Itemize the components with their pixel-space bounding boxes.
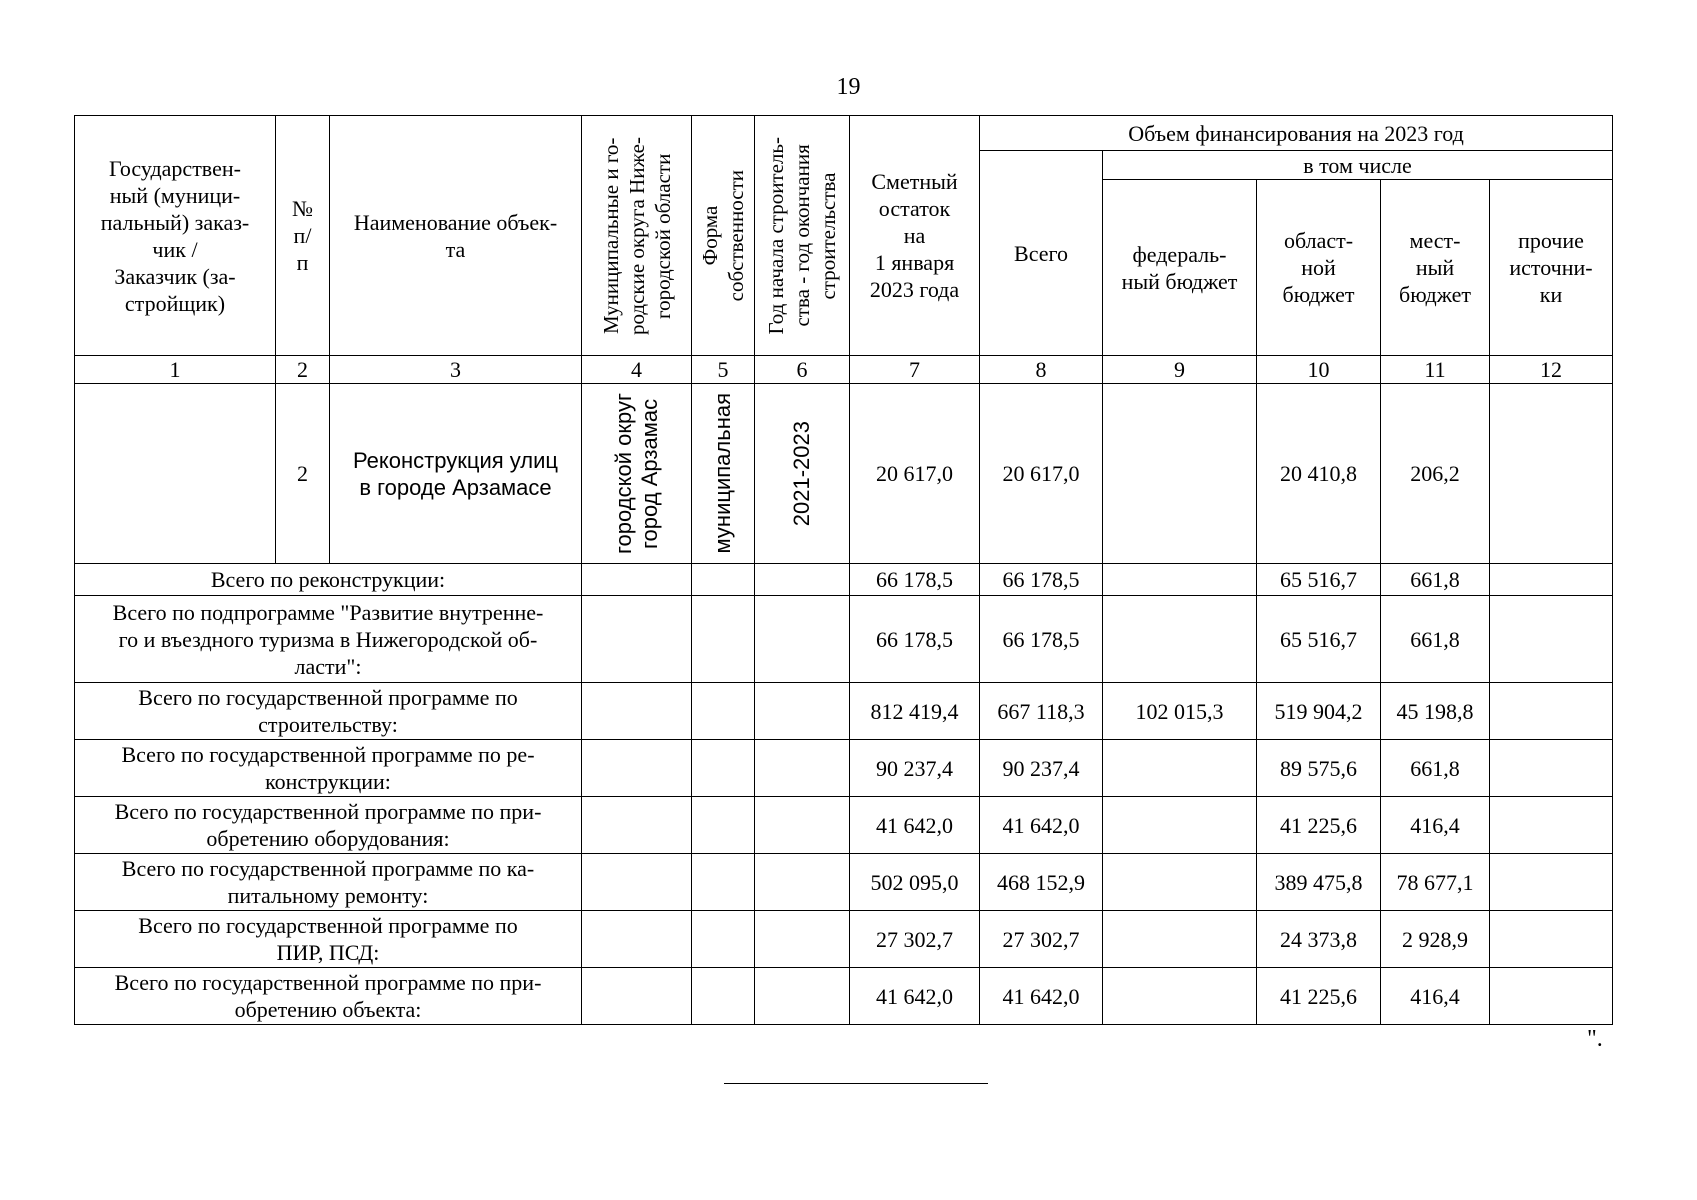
object-estimate: 20 617,0 bbox=[850, 384, 980, 564]
header-municipality bbox=[582, 116, 692, 356]
total-row bbox=[75, 854, 1613, 911]
empty-cell bbox=[692, 968, 755, 1025]
column-numbers-row bbox=[75, 356, 1613, 384]
total-row bbox=[75, 740, 1613, 797]
column-number: 7 bbox=[850, 356, 980, 384]
total-row-local: 416,4 bbox=[1381, 968, 1490, 1025]
header-federal: федераль- ный бюджет bbox=[1103, 180, 1257, 356]
empty-cell bbox=[582, 797, 692, 854]
empty-cell bbox=[582, 911, 692, 968]
header-object-name: Наименование объек- та bbox=[330, 116, 582, 356]
header-total: Всего bbox=[980, 151, 1103, 356]
empty-cell bbox=[755, 564, 850, 596]
column-number: 3 bbox=[330, 356, 582, 384]
column-number: 1 bbox=[75, 356, 276, 384]
total-row-other bbox=[1490, 854, 1613, 911]
header-number: № п/ п bbox=[276, 116, 330, 356]
total-row-federal bbox=[1103, 911, 1257, 968]
column-number: 10 bbox=[1257, 356, 1381, 384]
total-row-label: Всего по государственной программе по при- обретению оборудования: bbox=[75, 797, 582, 854]
header-municipality-text: Муниципальные и го- родские округа Ниже- городской области bbox=[598, 136, 675, 335]
total-row-estimate: 41 642,0 bbox=[850, 968, 980, 1025]
empty-cell bbox=[692, 911, 755, 968]
empty-cell bbox=[692, 596, 755, 683]
header-estimate: Сметный остаток на 1 января 2023 года bbox=[850, 116, 980, 356]
object-years-text: 2021-2023 bbox=[789, 420, 814, 527]
total-row-label: Всего по государственной программе по при- обретению объекта: bbox=[75, 968, 582, 1025]
object-row bbox=[75, 384, 1613, 564]
empty-cell bbox=[755, 854, 850, 911]
header-customer: Государствен- ный (муници- пальный) заказ- чик / Заказчик (за- стройщик) bbox=[75, 116, 276, 356]
total-row-federal bbox=[1103, 596, 1257, 683]
total-row bbox=[75, 968, 1613, 1025]
total-row-total: 41 642,0 bbox=[980, 968, 1103, 1025]
total-row-local: 661,8 bbox=[1381, 564, 1490, 596]
header-other: прочие источни- ки bbox=[1490, 180, 1613, 356]
total-row-other bbox=[1490, 564, 1613, 596]
object-name: Реконструкция улиц в городе Арзамасе bbox=[330, 384, 582, 564]
header-funding: Объем финансирования на 2023 год bbox=[980, 116, 1613, 151]
column-number: 6 bbox=[755, 356, 850, 384]
empty-cell bbox=[755, 968, 850, 1025]
empty-cell bbox=[692, 797, 755, 854]
total-row-local: 416,4 bbox=[1381, 797, 1490, 854]
total-row-total: 41 642,0 bbox=[980, 797, 1103, 854]
total-row-regional: 519 904,2 bbox=[1257, 683, 1381, 740]
header-years bbox=[755, 116, 850, 356]
object-total: 20 617,0 bbox=[980, 384, 1103, 564]
object-municipality-text: городской округ город Арзамас bbox=[610, 393, 662, 554]
empty-cell bbox=[755, 740, 850, 797]
total-row-federal bbox=[1103, 968, 1257, 1025]
total-row-total: 468 152,9 bbox=[980, 854, 1103, 911]
table-header bbox=[75, 116, 1613, 384]
header-including: в том числе bbox=[1103, 151, 1613, 180]
object-ownership bbox=[692, 384, 755, 564]
total-row-regional: 41 225,6 bbox=[1257, 968, 1381, 1025]
column-number: 5 bbox=[692, 356, 755, 384]
empty-cell bbox=[755, 683, 850, 740]
empty-cell bbox=[692, 683, 755, 740]
total-row-other bbox=[1490, 968, 1613, 1025]
object-federal bbox=[1103, 384, 1257, 564]
total-row-local: 2 928,9 bbox=[1381, 911, 1490, 968]
total-row bbox=[75, 797, 1613, 854]
total-row-label: Всего по государственной программе по ка- питальному ремонту: bbox=[75, 854, 582, 911]
total-row bbox=[75, 596, 1613, 683]
total-row-regional: 24 373,8 bbox=[1257, 911, 1381, 968]
total-row-federal: 102 015,3 bbox=[1103, 683, 1257, 740]
total-row-federal bbox=[1103, 564, 1257, 596]
empty-cell bbox=[582, 596, 692, 683]
object-ownership-text: муниципальная bbox=[710, 393, 735, 554]
empty-cell bbox=[582, 968, 692, 1025]
total-row-local: 661,8 bbox=[1381, 740, 1490, 797]
column-number: 9 bbox=[1103, 356, 1257, 384]
total-row-other bbox=[1490, 596, 1613, 683]
total-row-federal bbox=[1103, 740, 1257, 797]
total-row-other bbox=[1490, 797, 1613, 854]
table-body bbox=[75, 384, 1613, 1025]
column-number: 11 bbox=[1381, 356, 1490, 384]
total-row-estimate: 502 095,0 bbox=[850, 854, 980, 911]
total-row-other bbox=[1490, 683, 1613, 740]
empty-cell bbox=[755, 797, 850, 854]
header-ownership-text: Форма собственности bbox=[698, 169, 748, 302]
object-years bbox=[755, 384, 850, 564]
column-number: 12 bbox=[1490, 356, 1613, 384]
total-row-federal bbox=[1103, 797, 1257, 854]
total-row-estimate: 41 642,0 bbox=[850, 797, 980, 854]
total-row-regional: 389 475,8 bbox=[1257, 854, 1381, 911]
empty-cell bbox=[582, 683, 692, 740]
header-ownership bbox=[692, 116, 755, 356]
closing-quote: ". bbox=[1587, 1026, 1603, 1052]
total-row-estimate: 66 178,5 bbox=[850, 564, 980, 596]
object-other bbox=[1490, 384, 1613, 564]
object-regional: 20 410,8 bbox=[1257, 384, 1381, 564]
total-row-local: 78 677,1 bbox=[1381, 854, 1490, 911]
total-row-estimate: 27 302,7 bbox=[850, 911, 980, 968]
total-row-estimate: 812 419,4 bbox=[850, 683, 980, 740]
total-row-total: 66 178,5 bbox=[980, 596, 1103, 683]
empty-cell bbox=[692, 740, 755, 797]
total-row-estimate: 66 178,5 bbox=[850, 596, 980, 683]
total-row-label: Всего по подпрограмме "Развитие внутренне- го и въездного туризма в Нижегородской об- ласти": bbox=[75, 596, 582, 683]
total-row-regional: 65 516,7 bbox=[1257, 596, 1381, 683]
total-row bbox=[75, 911, 1613, 968]
empty-cell bbox=[755, 596, 850, 683]
empty-cell bbox=[692, 854, 755, 911]
total-row-regional: 89 575,6 bbox=[1257, 740, 1381, 797]
header-regional: област- ной бюджет bbox=[1257, 180, 1381, 356]
total-row-federal bbox=[1103, 854, 1257, 911]
object-local: 206,2 bbox=[1381, 384, 1490, 564]
empty-cell bbox=[582, 854, 692, 911]
header-local: мест- ный бюджет bbox=[1381, 180, 1490, 356]
total-row bbox=[75, 683, 1613, 740]
column-number: 4 bbox=[582, 356, 692, 384]
column-number: 2 bbox=[276, 356, 330, 384]
column-number: 8 bbox=[980, 356, 1103, 384]
total-row-total: 27 302,7 bbox=[980, 911, 1103, 968]
total-row-total: 90 237,4 bbox=[980, 740, 1103, 797]
total-row-label: Всего по реконструкции: bbox=[75, 564, 582, 596]
total-row-regional: 41 225,6 bbox=[1257, 797, 1381, 854]
header-years-text: Год начала строитель- ства - год окончания строительства bbox=[764, 136, 840, 335]
total-row-other bbox=[1490, 740, 1613, 797]
total-row-estimate: 90 237,4 bbox=[850, 740, 980, 797]
total-row-label: Всего по государственной программе по ре- конструкции: bbox=[75, 740, 582, 797]
financing-table bbox=[74, 115, 1613, 1025]
empty-cell bbox=[582, 740, 692, 797]
object-municipality bbox=[582, 384, 692, 564]
object-customer-cell bbox=[75, 384, 276, 564]
empty-cell bbox=[755, 911, 850, 968]
total-row-total: 667 118,3 bbox=[980, 683, 1103, 740]
total-row bbox=[75, 564, 1613, 596]
total-row-label: Всего по государственной программе по строительству: bbox=[75, 683, 582, 740]
separator-line bbox=[724, 1083, 988, 1084]
object-number: 2 bbox=[276, 384, 330, 564]
total-row-local: 45 198,8 bbox=[1381, 683, 1490, 740]
empty-cell bbox=[692, 564, 755, 596]
total-row-label: Всего по государственной программе по ПИР, ПСД: bbox=[75, 911, 582, 968]
empty-cell bbox=[582, 564, 692, 596]
total-row-other bbox=[1490, 911, 1613, 968]
total-row-total: 66 178,5 bbox=[980, 564, 1103, 596]
total-row-regional: 65 516,7 bbox=[1257, 564, 1381, 596]
total-row-local: 661,8 bbox=[1381, 596, 1490, 683]
page-number: 19 bbox=[836, 74, 861, 100]
